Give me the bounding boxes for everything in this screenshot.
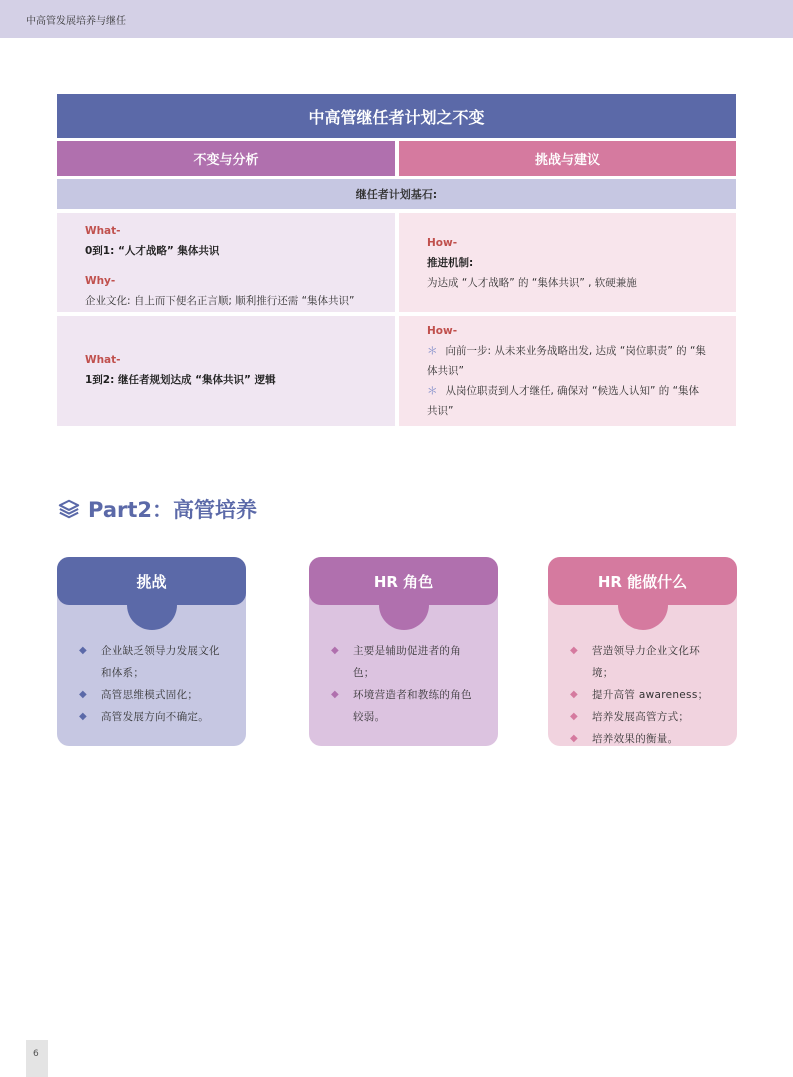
diamond-icon: ◆: [570, 689, 578, 700]
header-title: 中高管发展培养与继任: [26, 16, 126, 27]
diamond-icon: ◆: [331, 689, 339, 700]
asterisk-icon: ＊: [427, 345, 438, 357]
card-title: HR 角色: [309, 557, 498, 605]
diamond-icon: ◆: [570, 733, 578, 744]
section-heading: [58, 494, 257, 524]
list-item: ◆ 提升高管 awareness；: [570, 684, 720, 706]
page-header: [0, 0, 793, 38]
what-text: 1到2: 继任者规划达成 “集体共识” 逻辑: [85, 374, 276, 386]
card-hr-role: [309, 557, 498, 746]
table-title: 中高管继任者计划之不变: [57, 94, 736, 138]
list-item: ◆ 企业缺乏领导力发展文化和体系；: [79, 640, 229, 684]
diamond-icon: ◆: [570, 711, 578, 722]
how-heading: 推进机制:: [427, 257, 474, 269]
how-bullet: ＊ 从岗位职责到人才继任, 确保对 “候选人认知” 的 “集体共识”: [427, 385, 700, 417]
layers-icon: [58, 498, 80, 520]
card-list: [331, 640, 481, 728]
what-label: What-: [85, 354, 121, 366]
table-cell-r1-left: [57, 213, 395, 312]
card-list: [570, 640, 720, 750]
list-item: ◆ 营造领导力企业文化环境；: [570, 640, 720, 684]
card-title: 挑战: [57, 557, 246, 605]
how-label: How-: [427, 237, 458, 249]
list-item: ◆ 高管发展方向不确定。: [79, 706, 229, 728]
table-cell-r2-left: [57, 316, 395, 426]
asterisk-icon: ＊: [427, 385, 438, 397]
card-hr-actions: [548, 557, 737, 746]
table-cell-r2-right: [399, 316, 736, 426]
why-label: Why-: [85, 275, 116, 287]
how-bullet: ＊ 向前一步: 从未来业务战略出发, 达成 “岗位职责” 的 “集体共识”: [427, 345, 706, 377]
why-text: 企业文化: 自上而下便名正言顺; 顺利推行还需 “集体共识”: [85, 295, 355, 307]
diamond-icon: ◆: [331, 645, 339, 656]
list-item: ◆ 环境营造者和教练的角色较弱。: [331, 684, 481, 728]
diamond-icon: ◆: [79, 689, 87, 700]
table-cell-r1-right: [399, 213, 736, 312]
how-text: 为达成 “人才战略” 的 “集体共识” , 软硬兼施: [427, 277, 637, 289]
diamond-icon: ◆: [79, 645, 87, 656]
what-text: 0到1: “人才战略” 集体共识: [85, 245, 220, 257]
how-label: How-: [427, 325, 458, 337]
table-subheader: 继任者计划基石:: [57, 179, 736, 209]
diamond-icon: ◆: [570, 645, 578, 656]
card-challenge: [57, 557, 246, 746]
list-item: ◆ 培养发展高管方式；: [570, 706, 720, 728]
page-number: 6: [33, 1049, 39, 1059]
table-header-left: 不变与分析: [57, 141, 395, 176]
card-list: [79, 640, 229, 728]
card-title: HR 能做什么: [548, 557, 737, 605]
table-header-right: 挑战与建议: [399, 141, 736, 176]
page-number-box: [26, 1040, 48, 1077]
list-item: ◆ 培养效果的衡量。: [570, 728, 720, 750]
what-label: What-: [85, 225, 121, 237]
diamond-icon: ◆: [79, 711, 87, 722]
list-item: ◆ 高管思维模式固化；: [79, 684, 229, 706]
section-title: Part2：高管培养: [88, 498, 258, 522]
list-item: ◆ 主要是辅助促进者的角色；: [331, 640, 481, 684]
